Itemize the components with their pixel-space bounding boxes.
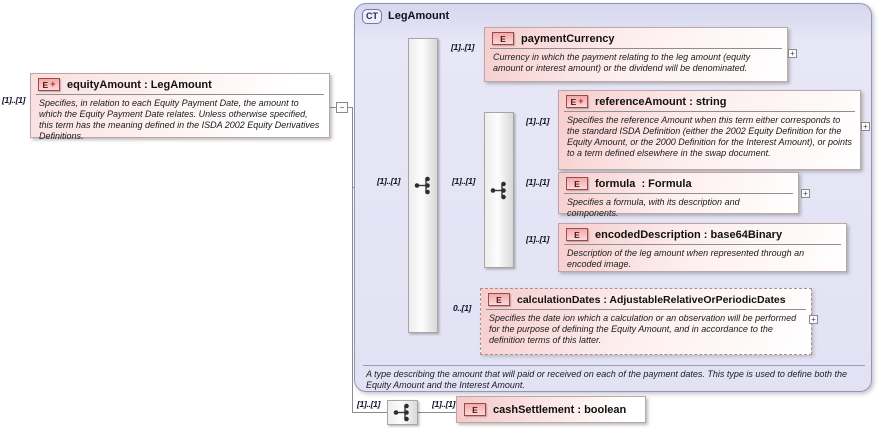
element-title: referenceAmount : string <box>595 95 727 108</box>
complex-type-title: LegAmount <box>388 10 450 23</box>
sequence-compositor <box>408 38 438 333</box>
complex-type-header <box>355 4 871 24</box>
complex-type-description: A type describing the amount that will paid or received on each of the payment dates. This type is used to define both the Equity Amount and the Interest Amount. <box>366 369 847 390</box>
element-description: Specifies, in relation to each Equity Payment Date, the amount to which the Equity Payment Date relates. Unless otherwise specified, this term has the meaning defined in the ISDA 2002 Equity Derivatives Definitions. <box>39 98 320 141</box>
cardinality-label: [1]..[1] <box>451 42 475 52</box>
element-box-cashsettlement[interactable] <box>456 396 646 423</box>
element-title: calculationDates : AdjustableRelativeOrPeriodicDates <box>517 293 786 306</box>
element-title: equityAmount : LegAmount <box>67 78 212 91</box>
sequence-icon <box>393 402 412 423</box>
collapse-toggle[interactable]: − <box>336 102 348 113</box>
divider <box>363 365 865 366</box>
expand-toggle[interactable]: + <box>801 189 810 198</box>
element-icon: E <box>464 403 486 416</box>
element-title: paymentCurrency <box>521 32 615 45</box>
element-icon: E <box>566 177 588 190</box>
element-icon: E <box>566 228 588 241</box>
element-plus-icon: E + <box>566 95 588 108</box>
expand-toggle[interactable]: + <box>809 315 818 324</box>
element-description: Specifies a formula, with its description and components. <box>567 197 740 218</box>
cardinality-label: [1]..[1] <box>357 399 381 409</box>
cardinality-label: [1]..[1] <box>377 176 401 186</box>
element-title: cashSettlement : boolean <box>493 403 627 416</box>
cardinality-label: [1]..[1] <box>526 234 550 244</box>
element-box-referenceamount[interactable] <box>558 90 861 170</box>
element-description: Description of the leg amount when represented through an encoded image. <box>567 248 805 269</box>
element-description: Currency in which the payment relating to the leg amount (equity amount or interest amount) or the dividend will be denominated. <box>493 52 751 73</box>
connector-line <box>418 412 457 413</box>
cardinality-label: [1]..[1] <box>526 177 550 187</box>
cardinality-label: [1]..[1] <box>526 116 550 126</box>
element-icon: E <box>492 32 514 45</box>
element-description: Specifies the date ion which a calculation or an observation will be performed for the purpose of defining the Equity Amount, and in accordance to the definition terms of this latter. <box>489 313 797 345</box>
element-title: encodedDescription : base64Binary <box>595 228 783 241</box>
sequence-icon <box>490 180 509 201</box>
complex-type-badge: CT <box>362 9 382 24</box>
connector-line <box>352 107 353 413</box>
sequence-icon <box>414 175 433 196</box>
expand-toggle[interactable]: + <box>861 122 870 131</box>
cardinality-label: [1]..[1] <box>432 399 456 409</box>
element-box-equityamount[interactable] <box>30 73 330 141</box>
cardinality-label: [1]..[1] <box>452 176 476 186</box>
element-plus-icon: E + <box>38 78 60 91</box>
element-icon: E <box>488 293 510 306</box>
element-box-paymentcurrency[interactable] <box>484 27 788 82</box>
connector-line <box>352 412 388 413</box>
element-box-encodeddescription[interactable] <box>558 223 847 272</box>
cardinality-label: [1]..[1] <box>2 95 26 105</box>
element-title: formula : Formula <box>595 177 692 190</box>
element-box-calculationdates[interactable] <box>480 288 812 355</box>
sequence-compositor <box>387 400 418 425</box>
cardinality-label: 0..[1] <box>453 303 472 313</box>
expand-toggle[interactable]: + <box>788 49 797 58</box>
element-box-formula[interactable] <box>558 172 799 218</box>
sequence-compositor <box>484 112 514 268</box>
element-description: Specifies the reference Amount when this term either corresponds to the standard ISDA Definition (either the 2002 Equity Definition for the Equity Amount, or the 2000 Definition for the Interest Amount), or points to a term defined elsewhere in the swap document. <box>567 115 852 158</box>
